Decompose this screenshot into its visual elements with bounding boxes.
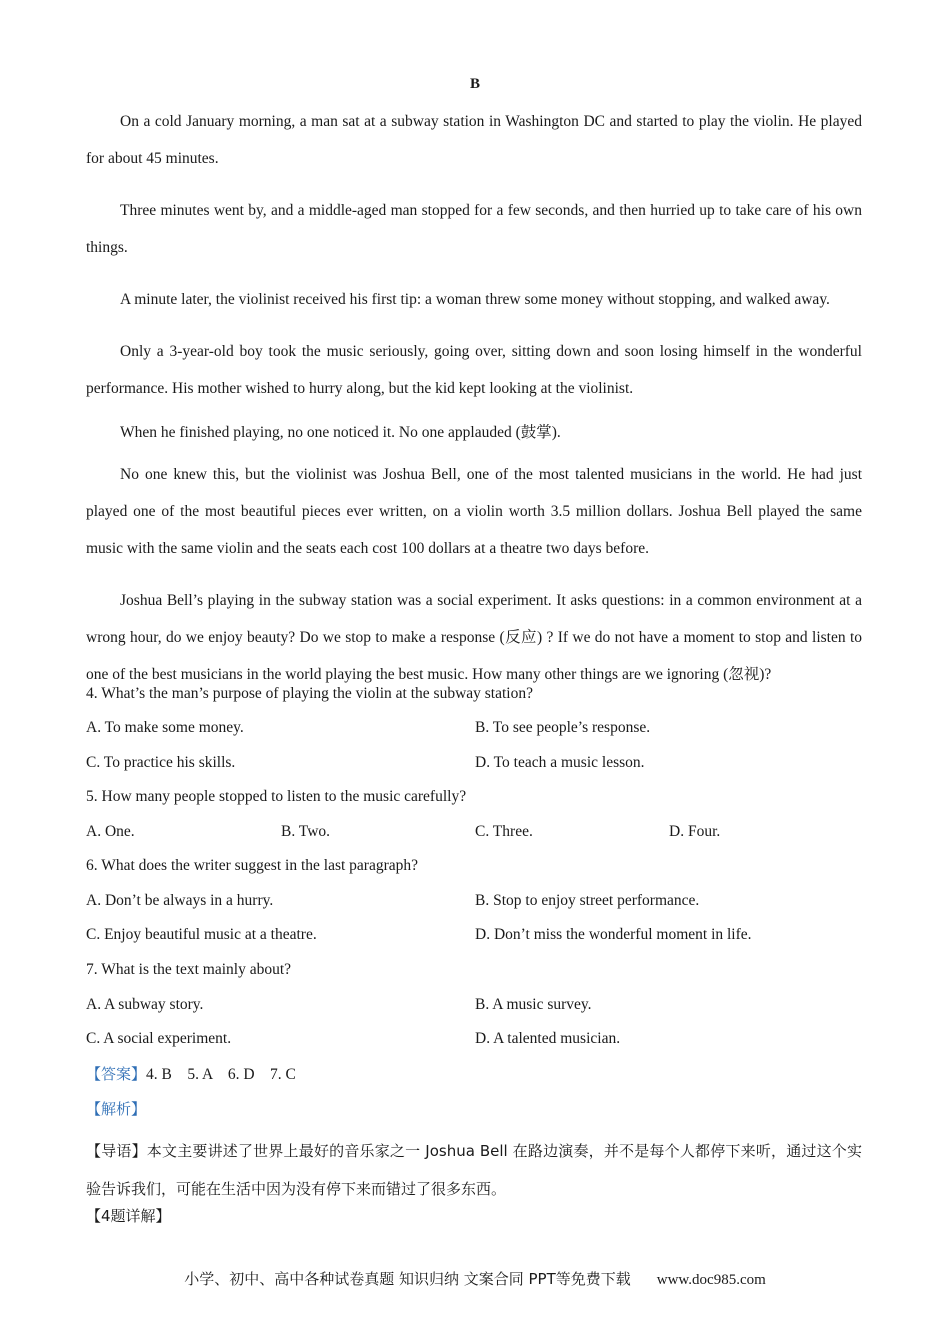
analysis-label: 【解析】: [86, 1100, 147, 1118]
passage-paragraph-2: Three minutes went by, and a middle-aged man stopped for a few seconds, and then hurried up to take care of his own things.: [86, 202, 862, 256]
question-7-option-c: C. A social experiment.: [86, 1030, 232, 1047]
passage-paragraph-1: On a cold January morning, a man sat at a subway station in Washington DC and started to play the violin. He played for about 45 minutes.: [86, 113, 862, 167]
reading-passage: [86, 103, 862, 708]
answer-label: 【答案】: [86, 1065, 147, 1083]
question-5-stem: 5. How many people stopped to listen to the music carefully?: [86, 788, 467, 805]
footer-url[interactable]: www.doc985.com: [656, 1272, 766, 1288]
lead-label: 【导语】: [86, 1142, 147, 1160]
question-6-option-b: B. Stop to enjoy street performance.: [475, 892, 700, 909]
passage-paragraph-6: No one knew this, but the violinist was Joshua Bell, one of the most talented musicians in the world. He had just played one of the most beautiful pieces ever written, on a violin worth 3.5 million dollars. Joshua Bell played the same music with the same violin and the seats each cost 100 dollars at a theatre two days before.: [86, 466, 862, 557]
passage-paragraph-7: Joshua Bell’s playing in the subway station was a social experiment. It asks questions: in a common environment at a wrong hour, do we enjoy beauty? Do we stop to make a response (反应) ? If we do not have a moment to stop and listen to one of the best musicians in the world playing the best music. How many other things are we ignoring (忽视)?: [86, 592, 862, 683]
passage-paragraph-3: A minute later, the violinist received his first tip: a woman threw some money without stopping, and walked away.: [120, 291, 830, 308]
question-5-option-d: D. Four.: [669, 823, 721, 840]
question-6-option-c: C. Enjoy beautiful music at a theatre.: [86, 926, 317, 943]
question-4-option-d: D. To teach a music lesson.: [475, 754, 645, 771]
question-6-option-a: A. Don’t be always in a hurry.: [86, 892, 274, 909]
page-footer: [0, 1269, 950, 1290]
question-7-option-d: D. A talented musician.: [475, 1030, 621, 1047]
section-title: B: [469, 76, 480, 92]
analysis-line: [86, 1099, 146, 1120]
passage-paragraph-5: When he finished playing, no one noticed it. No one applauded (鼓掌).: [120, 424, 561, 441]
question-4-option-a: A. To make some money.: [86, 719, 244, 736]
question-5-option-a: A. One.: [86, 823, 135, 840]
question-4-option-c: C. To practice his skills.: [86, 754, 236, 771]
question-7-stem: 7. What is the text mainly about?: [86, 961, 292, 978]
question-5-option-b: B. Two.: [281, 823, 331, 840]
question-6-option-d: D. Don’t miss the wonderful moment in life.: [475, 926, 752, 943]
lead-text: 本文主要讲述了世界上最好的音乐家之一 Joshua Bell 在路边演奏，并不是每个人都停下来听，通过这个实验告诉我们，可能在生活中因为没有停下来而错过了很多东西。: [86, 1142, 862, 1198]
lead-paragraph: [86, 1132, 862, 1208]
question-4-stem: 4. What’s the man’s purpose of playing the violin at the subway station?: [86, 685, 533, 702]
passage-paragraph-4: Only a 3-year-old boy took the music seriously, going over, sitting down and soon losing himself in the wonderful performance. His mother wished to hurry along, but the kid kept looking at the violinist.: [86, 343, 862, 397]
question-7-option-b: B. A music survey.: [475, 996, 592, 1013]
question-7-option-a: A. A subway story.: [86, 996, 204, 1013]
answer-line: [86, 1064, 296, 1085]
detail-heading: 【4题详解】: [86, 1207, 171, 1225]
answer-text: 4. B 5. A 6. D 7. C: [146, 1066, 296, 1083]
footer-text: 小学、初中、高中各种试卷真题 知识归纳 文案合同 PPT等免费下载: [184, 1270, 631, 1288]
question-5-option-c: C. Three.: [475, 823, 533, 840]
question-6-stem: 6. What does the writer suggest in the last paragraph?: [86, 857, 419, 874]
question-4-option-b: B. To see people’s response.: [475, 719, 651, 736]
